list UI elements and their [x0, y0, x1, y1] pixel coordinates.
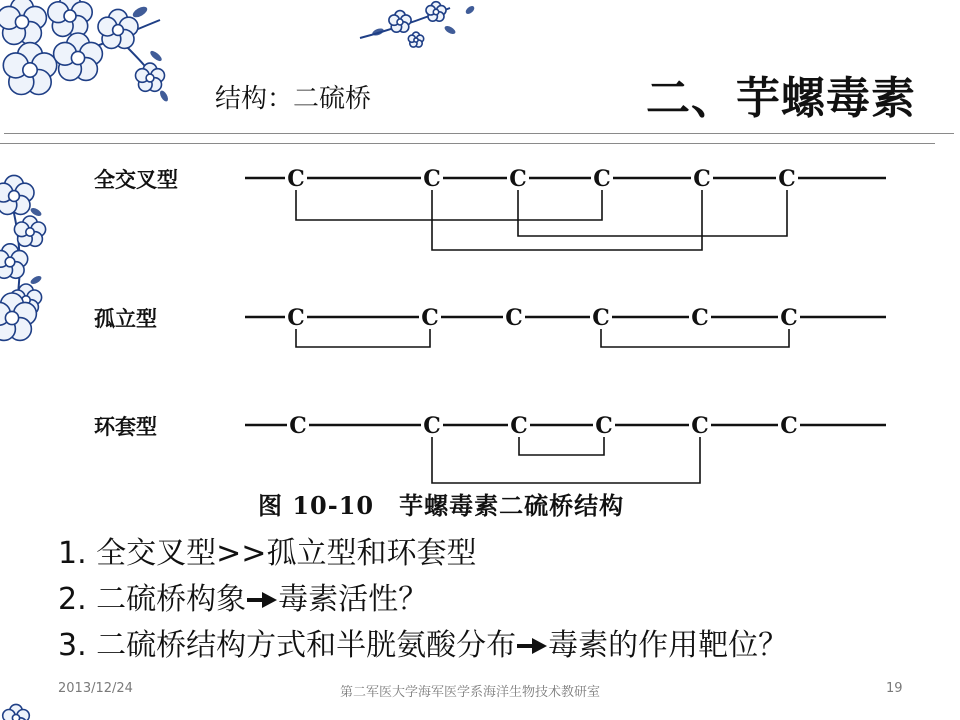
leaf-icon: [158, 89, 169, 102]
point-3-number: 3.: [58, 628, 87, 663]
cysteine-label: C: [287, 305, 305, 331]
blue-flower-icon: [0, 244, 28, 279]
slide-title: 二、芋螺毒素: [646, 73, 916, 124]
cysteine-label: C: [592, 305, 610, 331]
point-1-text: 全交叉型>>孤立型和环套型: [96, 536, 477, 571]
slide-subtitle: 结构：二硫桥: [215, 84, 372, 114]
flower-stem: [360, 8, 450, 38]
disulfide-bridge: [601, 329, 789, 347]
leaf-icon: [371, 27, 384, 37]
blue-flower-icon: [54, 33, 103, 80]
cysteine-label: C: [289, 413, 307, 439]
disulfide-diagram: [80, 150, 900, 522]
blue-flower-icon: [14, 216, 45, 246]
disulfide-bridge: [432, 437, 700, 483]
point-2-text-after: 毒素活性？: [278, 582, 429, 617]
title-rule-top: [4, 133, 954, 134]
disulfide-figure: [80, 150, 900, 522]
cysteine-label: C: [593, 166, 611, 192]
blue-flower-icon: [0, 175, 34, 214]
cysteine-label: C: [780, 413, 798, 439]
right-arrow-icon: [516, 635, 548, 657]
disulfide-bridge: [296, 329, 430, 347]
blue-flower-icon: [136, 63, 165, 91]
cysteine-label: C: [510, 413, 528, 439]
flower-stem: [8, 190, 20, 320]
point-1: [58, 528, 476, 572]
leaf-icon: [29, 206, 42, 217]
footer-page-number: 19: [886, 681, 903, 696]
flower-stem: [120, 40, 160, 88]
blue-flower-icon: [3, 704, 30, 720]
leaf-icon: [29, 274, 42, 285]
cysteine-label: C: [423, 413, 441, 439]
disulfide-bridge: [518, 190, 787, 236]
topology-row-label: 孤立型: [94, 307, 157, 331]
topology-row-label: 全交叉型: [94, 168, 178, 192]
blue-flower-icon: [48, 0, 92, 36]
cysteine-label: C: [509, 166, 527, 192]
disulfide-bridge: [519, 437, 604, 455]
cysteine-label: C: [287, 166, 305, 192]
point-3-text-after: 毒素的作用靶位？: [548, 628, 789, 663]
footer-organization: 第二军医大学海军医学系海洋生物技术教研室: [340, 685, 601, 700]
point-1-number: 1.: [58, 536, 87, 571]
cysteine-label: C: [505, 305, 523, 331]
point-2: [58, 574, 428, 618]
cysteine-label: C: [691, 305, 709, 331]
title-rule-bottom: [0, 143, 935, 144]
cysteine-label: C: [780, 305, 798, 331]
cysteine-label: C: [778, 166, 796, 192]
flower-stem: [20, 20, 160, 70]
cysteine-label: C: [421, 305, 439, 331]
cysteine-label: C: [691, 413, 709, 439]
footer-date: 2013/12/24: [58, 681, 133, 696]
blue-flower-icon: [0, 293, 36, 340]
point-2-number: 2.: [58, 582, 87, 617]
cysteine-label: C: [693, 166, 711, 192]
right-arrow-icon: [246, 589, 278, 611]
leaf-icon: [443, 24, 456, 35]
blue-flower-icon: [98, 9, 138, 48]
blue-flower-icon: [10, 284, 41, 314]
blue-flower-icon: [0, 0, 46, 44]
figure-caption: 图 10-10 芋螺毒素二硫桥结构: [258, 491, 625, 520]
blue-flower-icon: [389, 11, 411, 33]
leaf-icon: [464, 4, 476, 15]
point-2-text-before: 二硫桥构象: [96, 582, 247, 617]
leaf-icon: [149, 49, 164, 63]
cysteine-label: C: [595, 413, 613, 439]
blue-flower-icon: [408, 32, 423, 47]
disulfide-bridge: [296, 190, 602, 220]
blue-flower-icon: [426, 2, 446, 22]
point-3-text-before: 二硫桥结构方式和半胱氨酸分布: [96, 628, 517, 663]
cysteine-label: C: [423, 166, 441, 192]
blue-flower-icon: [3, 43, 56, 95]
point-3: [58, 620, 788, 664]
topology-row-label: 环套型: [94, 415, 157, 439]
leaf-icon: [131, 5, 149, 20]
